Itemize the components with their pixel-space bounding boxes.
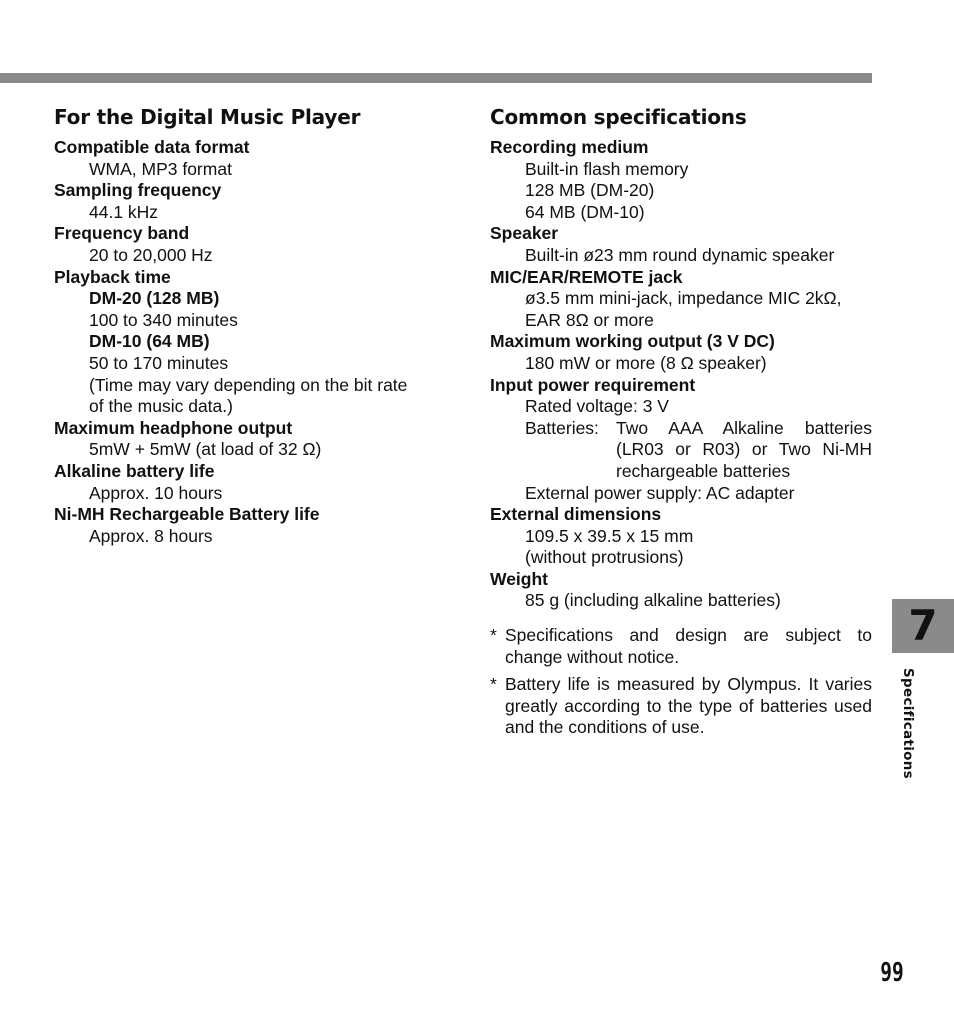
top-rule [0, 73, 872, 83]
chapter-tab [892, 599, 954, 653]
spec-value: 100 to 340 minutes [89, 309, 238, 330]
spec-value: 180 mW or more (8 Ω speaker) [525, 352, 767, 373]
spec-label: Ni-MH Rechargeable Battery life [54, 504, 320, 525]
footnote-text: Battery life is measured by Olympus. It varies greatly according to the type of batteries used and the conditions of use. [505, 674, 872, 738]
spec-value: Approx. 10 hours [89, 482, 223, 503]
spec-sublabel: DM-20 (128 MB) [89, 288, 220, 309]
spec-headphone-output [54, 418, 454, 461]
chapter-label: Specifications [900, 668, 916, 779]
spec-frequency-band [54, 223, 454, 266]
footnote [490, 674, 872, 739]
footnote-mark: * [490, 674, 497, 695]
spec-value: ø3.5 mm mini-jack, impedance MIC 2kΩ, [525, 288, 842, 309]
spec-note: of the music data.) [89, 396, 233, 417]
spec-label: Maximum working output (3 V DC) [490, 331, 775, 352]
page-number: 99 [880, 958, 904, 988]
spec-weight [490, 569, 872, 612]
spec-value: EAR 8Ω or more [525, 309, 654, 330]
spec-label: Frequency band [54, 223, 190, 244]
spec-alkaline-battery-life [54, 461, 454, 504]
spec-value: 20 to 20,000 Hz [89, 244, 213, 265]
spec-external-dimensions [490, 504, 872, 569]
spec-value: External power supply: AC adapter [525, 482, 795, 503]
spec-jack [490, 267, 872, 332]
spec-label: Sampling frequency [54, 180, 222, 201]
spec-label: Playback time [54, 266, 171, 287]
chapter-number: 7 [908, 601, 938, 650]
spec-nimh-battery-life [54, 504, 454, 547]
spec-value: 5mW + 5mW (at load of 32 Ω) [89, 439, 322, 460]
spec-sampling-frequency [54, 180, 454, 223]
spec-value: WMA, MP3 format [89, 158, 232, 179]
section-heading: For the Digital Music Player [54, 105, 361, 129]
spec-speaker [490, 223, 872, 266]
spec-value: 128 MB (DM-20) [525, 180, 655, 201]
spec-input-power [490, 375, 872, 505]
spec-label: Recording medium [490, 137, 649, 157]
footnote-mark: * [490, 625, 497, 646]
spec-value: Built-in ø23 mm round dynamic speaker [525, 244, 835, 265]
spec-label: MIC/EAR/REMOTE jack [490, 266, 683, 287]
spec-playback-time [54, 267, 454, 418]
spec-sublabel: DM-10 (64 MB) [89, 331, 210, 352]
spec-value: 50 to 170 minutes [89, 352, 229, 373]
spec-label: Weight [490, 568, 549, 589]
section-heading: Common specifications [490, 105, 747, 129]
spec-max-working-output [490, 331, 872, 374]
spec-value: 44.1 kHz [89, 201, 159, 222]
spec-label: Compatible data format [54, 137, 250, 157]
common-specifications-section [490, 103, 872, 745]
spec-recording-medium [490, 137, 872, 223]
spec-value: Rated voltage: 3 V [525, 396, 669, 417]
footnote [490, 625, 872, 668]
digital-music-player-section [54, 103, 454, 547]
spec-note: (Time may vary depending on the bit rate [89, 374, 408, 395]
spec-label: Maximum headphone output [54, 417, 293, 438]
spec-label: Input power requirement [490, 374, 696, 395]
spec-value: 85 g (including alkaline batteries) [525, 590, 781, 611]
spec-value: 64 MB (DM-10) [525, 201, 645, 222]
spec-value: Built-in flash memory [525, 158, 689, 179]
footnotes [490, 625, 872, 739]
spec-label: External dimensions [490, 504, 662, 525]
spec-value: (without protrusions) [525, 547, 684, 568]
footnote-text: Specifications and design are subject to change without notice. [505, 625, 872, 667]
batteries-row [490, 418, 872, 483]
spec-label: Alkaline battery life [54, 460, 215, 481]
batteries-lead: Batteries: [525, 417, 599, 438]
batteries-text: Two AAA Alkaline batteries (LR03 or R03) or Two Ni-MH rechargeable batteries [616, 417, 872, 481]
spec-label: Speaker [490, 223, 559, 244]
spec-value: 109.5 x 39.5 x 15 mm [525, 525, 694, 546]
spec-compatible-format [54, 137, 454, 180]
spec-value: Approx. 8 hours [89, 525, 213, 546]
